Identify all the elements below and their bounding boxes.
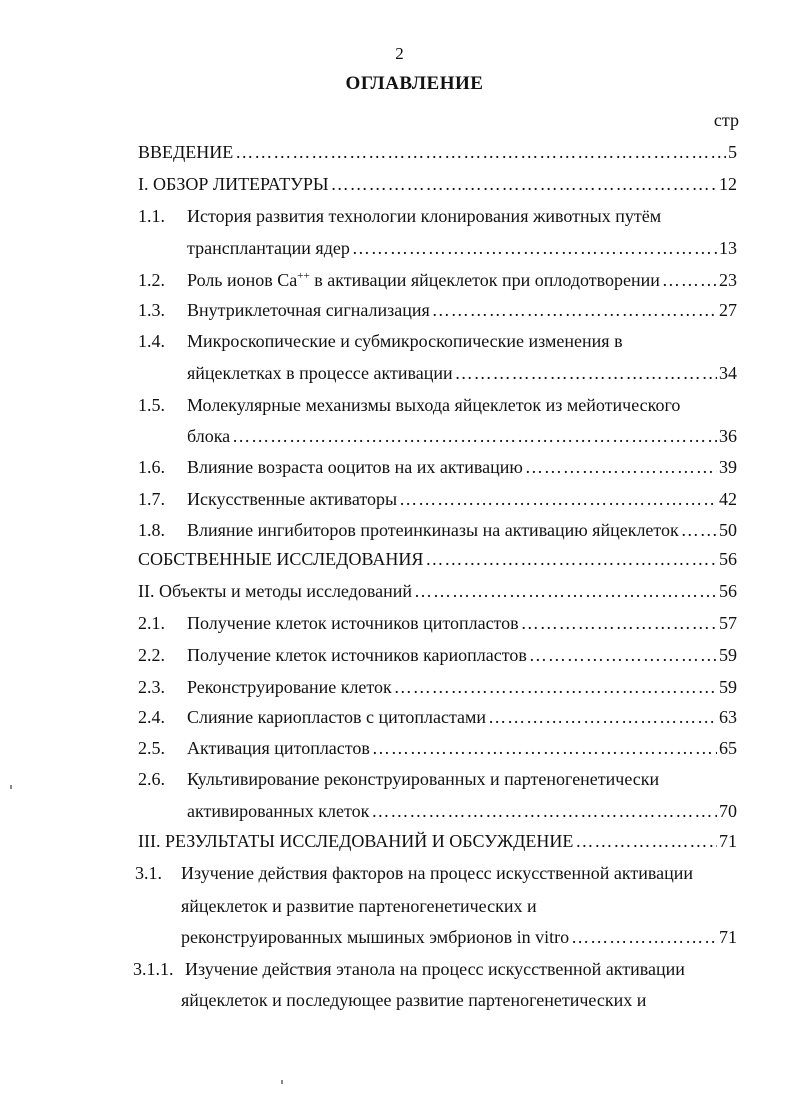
toc-section-number: 1.2. <box>138 270 165 290</box>
leader-dots <box>232 425 717 447</box>
toc-section-number: 2.1. <box>138 613 165 633</box>
toc-entry-1-3 <box>187 299 737 321</box>
toc-entry-text: реконструированных мышиных эмбрионов in vitro <box>181 927 570 947</box>
leader-dots <box>525 456 717 478</box>
toc-entry-text: Молекулярные механизмы выхода яйцеклеток из мейотического <box>187 395 681 415</box>
toc-entry-text: Получение клеток источников кариопластов <box>187 645 527 665</box>
toc-entry-1-1 <box>187 237 737 259</box>
toc-page-number: 65 <box>719 738 737 758</box>
toc-page-number: 56 <box>719 581 737 601</box>
toc-page-number: 71 <box>719 927 737 947</box>
toc-entry-1-8 <box>187 519 737 541</box>
toc-entry-text: ВВЕДЕНИЕ <box>138 142 234 162</box>
toc-entry-text-wrap <box>187 269 660 291</box>
toc-section-number: 2.6. <box>138 769 165 789</box>
toc-page-number: 34 <box>719 363 737 383</box>
toc-entry-3-1 <box>181 926 737 948</box>
toc-entry-1-2 <box>187 269 737 291</box>
toc-entry-text: Влияние ингибиторов протеинкиназы на активацию яйцеклеток <box>187 520 679 540</box>
toc-entry-text: Слияние кариопластов с цитопластами <box>187 707 487 727</box>
leader-dots <box>371 800 717 822</box>
toc-entry-text: яйцеклетках в процессе активации <box>187 363 453 383</box>
toc-entry-text: яйцеклеток и последующее развитие партеногенетических и <box>181 990 647 1010</box>
toc-page-number: 23 <box>719 270 737 290</box>
toc-entry-text: Культивирование реконструированных и партеногенетически <box>187 769 660 789</box>
toc-page-number: 13 <box>719 238 737 258</box>
toc-entry-2-6 <box>187 800 737 822</box>
toc-entry-2-3 <box>187 676 737 698</box>
toc-section-number: 3.1.1. <box>133 959 174 979</box>
toc-section-number: 2.2. <box>138 645 165 665</box>
leader-dots <box>394 676 717 698</box>
toc-entry-text: I. ОБЗОР ЛИТЕРАТУРЫ <box>138 174 329 194</box>
toc-entry-1-5 <box>187 425 737 447</box>
toc-entry-text: трансплантации ядер <box>187 238 350 258</box>
leader-dots <box>662 269 717 291</box>
toc-entry-text: Роль ионов Са <box>187 270 298 290</box>
leader-dots <box>488 706 717 728</box>
toc-entry-text: История развития технологии клонирования животных путём <box>187 206 662 226</box>
toc-entry-text: Получение клеток источников цитопластов <box>187 613 519 633</box>
toc-section-number: 1.8. <box>138 520 165 540</box>
toc-page-number: 50 <box>719 520 737 540</box>
toc-entry-1-4 <box>187 362 737 384</box>
toc-entry-text: блока <box>187 426 231 446</box>
leader-dots <box>235 141 726 163</box>
leader-dots <box>372 737 717 759</box>
toc-entry-review <box>138 173 737 195</box>
scan-speck <box>281 1080 283 1084</box>
toc-section-number: 1.7. <box>138 489 165 509</box>
toc-section-number: 1.3. <box>138 300 165 320</box>
toc-entry-2-1 <box>187 612 737 634</box>
toc-entry-text: II. Объекты и методы исследований <box>138 581 412 601</box>
toc-entry-text: активированных клеток <box>187 801 370 821</box>
toc-entry-text: Внутриклеточная сигнализация <box>187 300 430 320</box>
leader-dots <box>399 488 717 510</box>
toc-entry-text: Влияние возраста ооцитов на их активацию <box>187 457 523 477</box>
toc-page-number: 42 <box>719 489 737 509</box>
toc-page-number: 27 <box>719 300 737 320</box>
toc-entry-text: Активация цитопластов <box>187 738 370 758</box>
toc-entry-text: СОБСТВЕННЫЕ ИССЛЕДОВАНИЯ <box>138 549 424 569</box>
toc-page-number: 36 <box>719 426 737 446</box>
toc-page-number: 39 <box>719 457 737 477</box>
toc-entry-text: Искусственные активаторы <box>187 489 398 509</box>
toc-entry-intro <box>138 141 737 163</box>
toc-section-number: 1.4. <box>138 331 165 351</box>
page-column-label: стр <box>713 110 739 130</box>
toc-entry-text: Изучение действия факторов на процесс искусственной активации <box>181 863 694 883</box>
toc-entry-text: Реконструирование клеток <box>187 677 392 697</box>
leader-dots <box>575 830 717 852</box>
toc-page-number: 59 <box>719 645 737 665</box>
leader-dots <box>455 362 717 384</box>
toc-page-number: 12 <box>719 174 737 194</box>
leader-dots <box>681 519 717 541</box>
page-title: ОГЛАВЛЕНИЕ <box>345 73 484 94</box>
toc-page-number: 71 <box>719 831 737 851</box>
leader-dots <box>352 237 717 259</box>
toc-entry-text: Микроскопические и субмикроскопические изменения в <box>187 331 623 351</box>
toc-page-number: 5 <box>728 142 737 162</box>
toc-entry-text: III. РЕЗУЛЬТАТЫ ИССЛЕДОВАНИЙ И ОБСУЖДЕНИЕ <box>138 831 574 851</box>
scan-speck <box>10 785 12 789</box>
toc-entry-2-5 <box>187 737 737 759</box>
toc-entry-results <box>138 830 737 852</box>
toc-entry-text: яйцеклеток и развитие партеногенетических и <box>181 896 537 916</box>
toc-section-number: 2.5. <box>138 738 165 758</box>
toc-page-number: 56 <box>719 549 737 569</box>
toc-entry-1-6 <box>187 456 737 478</box>
leader-dots <box>432 299 717 321</box>
leader-dots <box>425 548 717 570</box>
superscript-charge: ++ <box>297 270 310 282</box>
leader-dots <box>331 173 717 195</box>
leader-dots <box>571 926 717 948</box>
toc-page-number: 63 <box>719 707 737 727</box>
toc-section-number: 3.1. <box>135 863 162 883</box>
page-number: 2 <box>395 44 404 63</box>
toc-page-number: 70 <box>719 801 737 821</box>
leader-dots <box>521 612 717 634</box>
toc-entry-methods <box>138 580 737 602</box>
toc-entry-text: в активации яйцеклеток при оплодотворении <box>309 270 660 290</box>
toc-section-number: 1.6. <box>138 457 165 477</box>
toc-page-number: 57 <box>719 613 737 633</box>
toc-entry-2-4 <box>187 706 737 728</box>
toc-section-number: 2.4. <box>138 707 165 727</box>
toc-entry-1-7 <box>187 488 737 510</box>
leader-dots <box>529 644 717 666</box>
toc-entry-2-2 <box>187 644 737 666</box>
leader-dots <box>414 580 717 602</box>
toc-entry-own-research <box>138 548 737 570</box>
toc-section-number: 2.3. <box>138 677 165 697</box>
toc-section-number: 1.1. <box>138 206 165 226</box>
toc-entry-text: Изучение действия этанола на процесс искусственной активации <box>185 959 685 979</box>
toc-page-number: 59 <box>719 677 737 697</box>
toc-section-number: 1.5. <box>138 395 165 415</box>
